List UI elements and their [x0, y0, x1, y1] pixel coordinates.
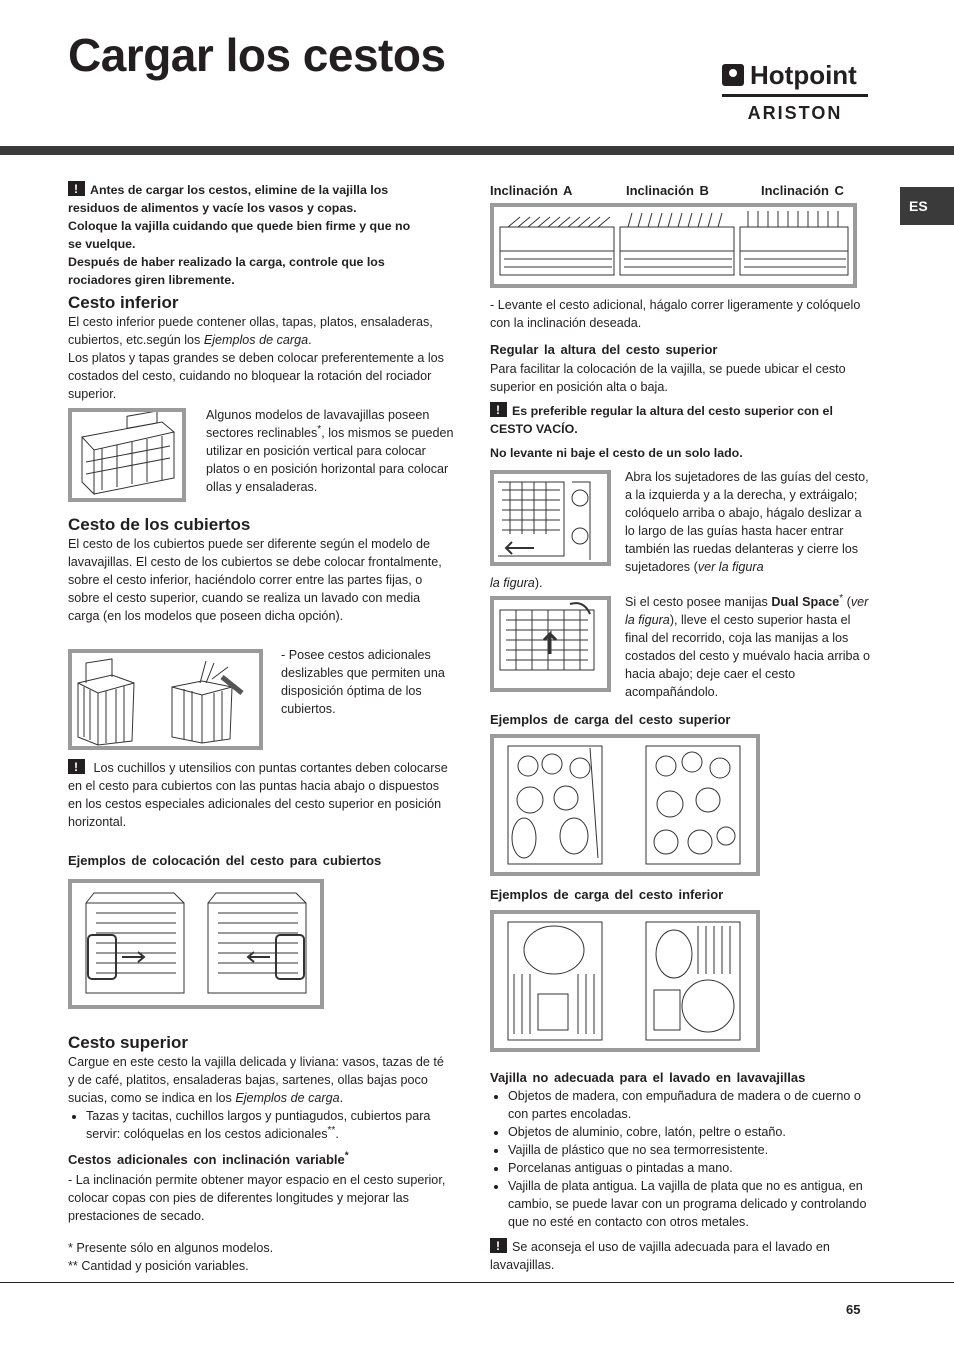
- list-item: • Porcelanas antiguas o pintadas a mano.: [508, 1159, 875, 1177]
- warning-icon: [68, 181, 85, 196]
- footer-divider: [0, 1282, 954, 1283]
- figure-lower-examples: [490, 910, 760, 1052]
- cubiertos-adicionales-text: - Posee cestos adicionales deslizables que permiten una disposición óptima de los cubiertos.: [281, 648, 445, 716]
- dual-space-text: Si el cesto posee manijas Dual Space* (ver la figura), lleve el cesto superior hasta el final del recorrido, coja las manijas a los costados del cesto y muévalo hacia arriba o hacia abajo; deje caer el cesto acompañándolo.: [625, 592, 871, 699]
- figure-inclinations: [490, 203, 857, 288]
- inclinacion-text: - Levante el cesto adicional, hágalo correr ligeramente y colóquelo con la inclinación deseada.: [490, 298, 861, 330]
- label-inclinacion-b: Inclinación B: [626, 183, 709, 198]
- list-item: • Vajilla de plástico que no sea termorresistente.: [508, 1141, 875, 1159]
- vajilla-no-adecuada-list: [490, 1087, 875, 1231]
- logo-icon: [722, 64, 744, 86]
- brand-logo: [722, 60, 868, 124]
- heading-cesto-superior: Cesto superior: [68, 1033, 188, 1052]
- sujetadores-text-end: la figura).: [490, 576, 543, 590]
- altura-warning-2: No levante ni baje el cesto de un solo lado.: [490, 446, 743, 460]
- heading-ejemplos-superior: Ejemplos de carga del cesto superior: [490, 712, 731, 727]
- cesto-superior-text: Cargue en este cesto la vajilla delicada y liviana: vasos, tazas de té y de café, platitos, ensaladeras bajas, sartenes, ollas bajas poco sucias, como se indica en los Ejemplos de carga. • Tazas y tacitas, cuchillos largos y puntiagudos, cubiertos para servir: colóquelas en los cestos adicionales**.: [68, 1053, 453, 1143]
- page-number: 65: [846, 1302, 861, 1317]
- heading-cesto-inferior: Cesto inferior: [68, 293, 179, 312]
- intro-warning: !Antes de cargar los cestos, elimine de la vajilla los residuos de alimentos y vacíe los vasos y copas. Coloque la vajilla cuidando que quede bien firme y que no se vuelque. Después de haber realizado la carga, controle que los rociadores giren libremente.: [68, 181, 458, 289]
- heading-ejemplos-inferior: Ejemplos de carga del cesto inferior: [490, 887, 724, 902]
- brand-top: Hotpoint: [750, 60, 857, 90]
- page-title: Cargar los cestos: [68, 29, 446, 81]
- altura-warning: !Es preferible regular la altura del cesto superior con el CESTO VACÍO.: [490, 402, 875, 438]
- list-item: • Objetos de madera, con empuñadura de madera o de cuerno o con partes encoladas.: [508, 1087, 875, 1123]
- heading-regular-altura: Regular la altura del cesto superior: [490, 342, 718, 357]
- warning-icon: [490, 1238, 507, 1253]
- label-inclinacion-c: Inclinación C: [761, 183, 844, 198]
- figure-lower-basket: [68, 408, 186, 502]
- figure-cutlery-placement: [68, 879, 324, 1009]
- figure-upper-examples: [490, 734, 760, 876]
- reclinables-text: Algunos modelos de lavavajillas poseen sectores reclinables*, los mismos se pueden utilizar en posición vertical para colocar platos o en posición horizontal para colocar ollas y ensaladeras.: [206, 408, 454, 494]
- final-warning: !Se aconseja el uso de vajilla adecuada para el lavado en lavavajillas.: [490, 1238, 875, 1274]
- warning-icon: [490, 402, 507, 417]
- heading-cesto-cubiertos: Cesto de los cubiertos: [68, 515, 251, 534]
- figure-cutlery-basket: [68, 649, 263, 750]
- regular-altura-text: Para facilitar la colocación de la vajilla, se puede ubicar el cesto superior en posición alta o baja.: [490, 362, 846, 394]
- figure-basket-rails: [490, 470, 611, 566]
- brand-bottom: ARISTON: [747, 103, 843, 123]
- label-inclinacion-a: Inclinación A: [490, 183, 573, 198]
- footnotes: * Presente sólo en algunos modelos. ** Cantidad y posición variables.: [68, 1241, 274, 1273]
- header-divider: [0, 146, 954, 155]
- heading-cestos-adicionales: Cestos adicionales con inclinación variable*: [68, 1150, 349, 1167]
- heading-ejemplos-cubiertos: Ejemplos de colocación del cesto para cubiertos: [68, 853, 382, 868]
- figure-dual-space: [490, 596, 611, 692]
- sujetadores-text: Abra los sujetadores de las guías del cesto, a la izquierda y a la derecha, y extráigalo; colóquelo arriba o abajo, hágalo deslizar a lo largo de las guías hasta hacer entrar también las ruedas delanteras y cierre los sujetadores (ver la figura: [625, 470, 869, 574]
- warning-icon: [68, 759, 85, 774]
- cestos-adicionales-text: - La inclinación permite obtener mayor espacio en el cesto superior, colocar copas con pies de diferentes longitudes y mejorar las prestaciones de secado.: [68, 1173, 446, 1223]
- language-tab: ES: [900, 187, 954, 225]
- cesto-cubiertos-text: El cesto de los cubiertos puede ser diferente según el modelo de lavavajillas. El cesto de los cubiertos se debe colocar frontalmente, sobre el cesto inferior, haciéndolo correr entre las partes fijas, o sobre el cesto superior, cuando se realiza un lavado con media carga (en los modelos que poseen dicha opción).: [68, 537, 442, 623]
- cesto-inferior-text: El cesto inferior puede contener ollas, tapas, platos, ensaladeras, cubiertos, etc.según los Ejemplos de carga. Los platos y tapas grandes se deben colocar preferentemente a los costados del cesto, cuidando no bloquear la rotación del rociador superior.: [68, 315, 444, 401]
- list-item: • Objetos de aluminio, cobre, latón, peltre o estaño.: [508, 1123, 875, 1141]
- list-item: • Vajilla de plata antigua. La vajilla de plata que no es antigua, en cambio, se puede lavar con un programa delicado y controlando que no esté en contacto con otros metales.: [508, 1177, 875, 1231]
- cutlery-warning: ! Los cuchillos y utensilios con puntas cortantes deben colocarse en el cesto para cubiertos con las puntas hacia abajo o dispuestos en los cestos especiales adicionales del cesto superior en posición horizontal.: [68, 759, 456, 831]
- heading-vajilla-no-adecuada: Vajilla no adecuada para el lavado en lavavajillas: [490, 1070, 806, 1085]
